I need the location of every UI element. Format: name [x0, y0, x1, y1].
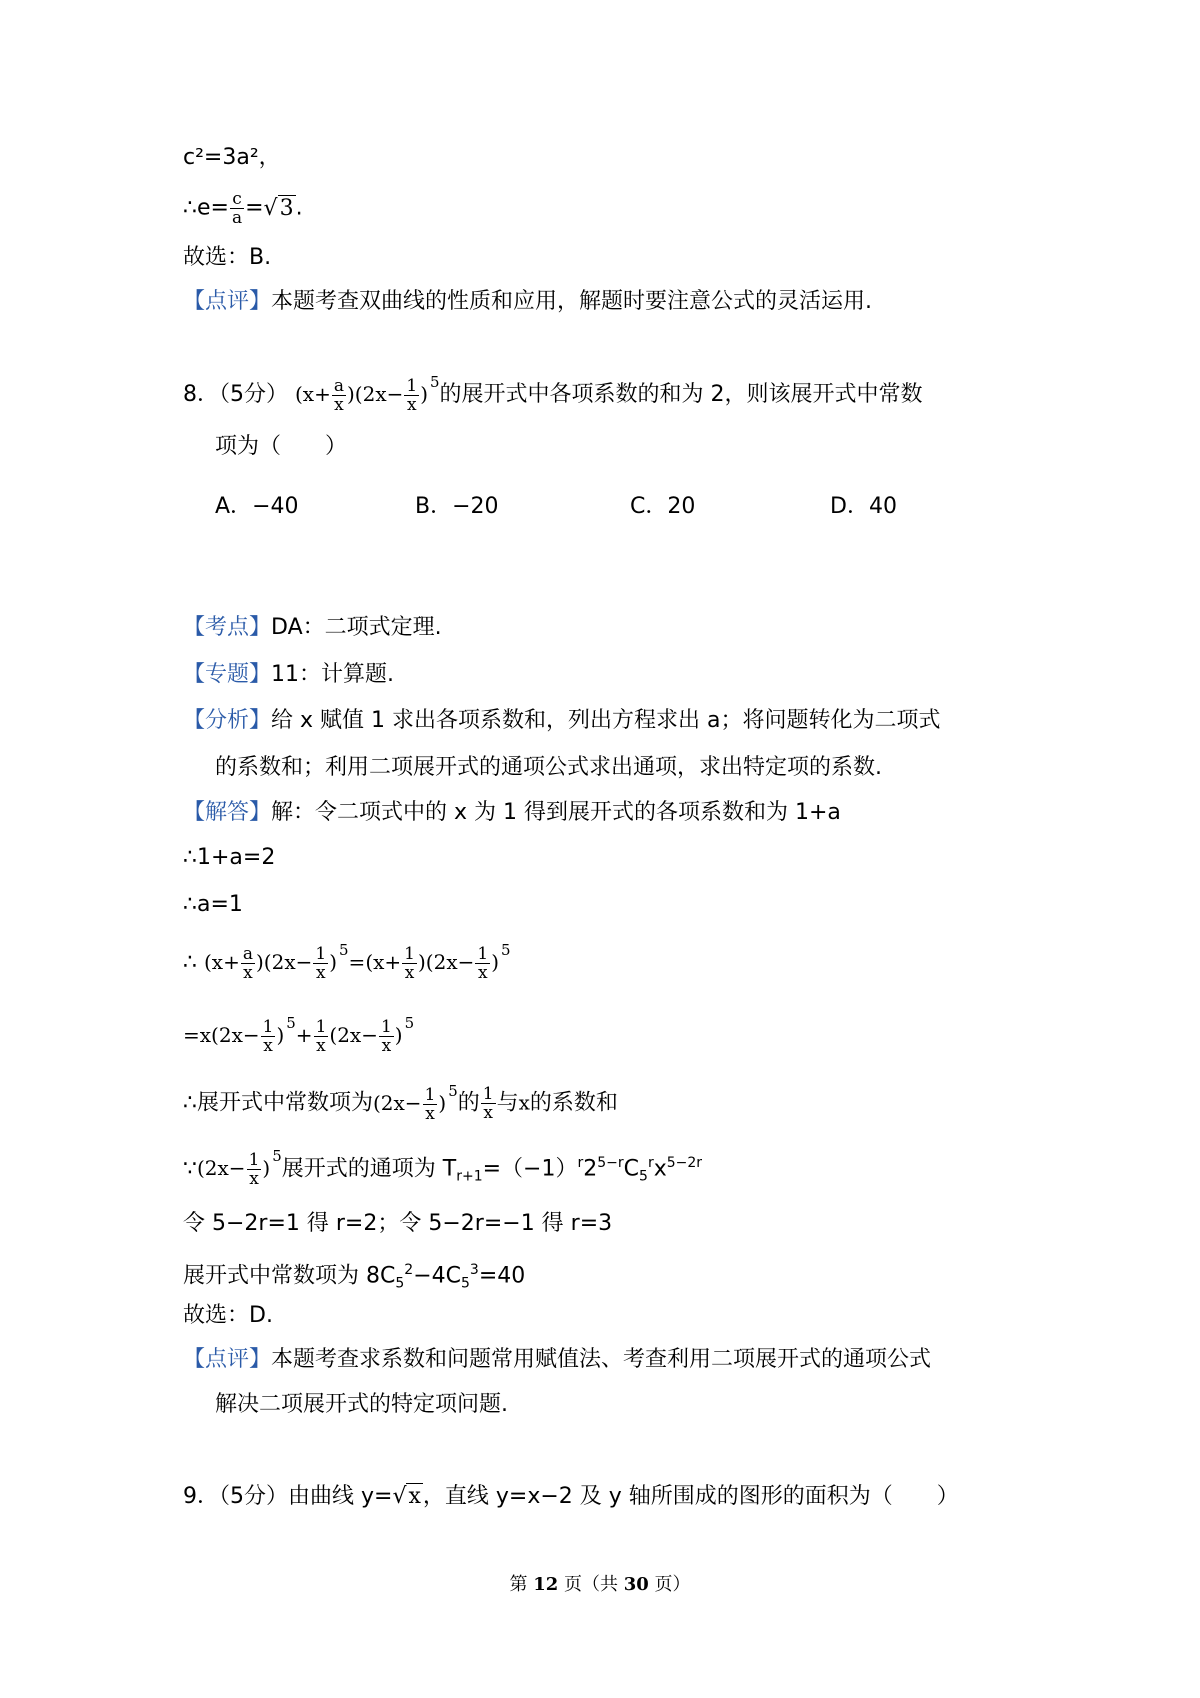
option-c: C．20: [630, 494, 696, 519]
step-9: 故选：D.: [183, 1303, 273, 1328]
option-d: D．40: [830, 494, 897, 519]
step-7: 令 5−2r=1 得 r=2；令 5−2r=−1 得 r=3: [183, 1211, 613, 1236]
step-3-equation: ∴ (x+ $\frac{a}{x}$ )(2x− $\frac{1}{x}$ ) $^5$=(x+ $\frac{1}{x}$ )(2x− $\frac{1}{x}$ ) $^5$: [183, 941, 511, 983]
answer-line: 故选：B.: [183, 245, 272, 270]
option-a: A．−40: [215, 494, 299, 519]
step-4-equation: =x(2x− $\frac{1}{x}$ ) $^5$+ $\frac{1}{x}$ (2x− $\frac{1}{x}$ ) $^5$: [183, 1014, 415, 1056]
formula-line: c²=3a²，: [183, 145, 281, 170]
dianping-line: 【点评】本题考查求系数和问题常用赋值法、考查利用二项展开式的通项公式: [183, 1347, 932, 1372]
step-1: ∴1+a=2: [183, 845, 276, 870]
question-8-line2: 项为（ ）: [215, 434, 348, 459]
fenxi-line2: 的系数和；利用二项展开式的通项公式求出通项，求出特定项的系数.: [215, 755, 882, 780]
step-8: 展开式中常数项为 $8C_5^2-4C_5^3=40$: [183, 1262, 526, 1292]
page-footer: 第 12 页（共 30 页）: [509, 1574, 691, 1595]
step-5: ∴展开式中常数项为(2x− $\frac{1}{x}$ ) $^5$的 $\frac{1}{x}$ 与x的系数和: [183, 1081, 618, 1124]
eccentricity-line: ∴e= $\frac{c}{a}$ =√3.: [183, 189, 303, 228]
comment-line: 【点评】本题考查双曲线的性质和应用，解题时要注意公式的灵活运用.: [183, 289, 873, 314]
step-2: ∴a=1: [183, 892, 243, 917]
option-b: B．−20: [415, 494, 499, 519]
question-9: 9．（5分）由曲线 y=√x，直线 y=x−2 及 y 轴所围成的图形的面积为（ ）: [183, 1484, 959, 1509]
fenxi-line: 【分析】给 x 赋值 1 求出各项系数和，列出方程求出 a；将问题转化为二项式: [183, 708, 941, 733]
question-8: 8．（5分） (x+ $\frac{a}{x}$ )(2x− $\frac{1}{x}$ ) $^5$的展开式中各项系数的和为 2，则该展开式中常数: [183, 373, 923, 415]
dianping-line2: 解决二项展开式的特定项问题.: [215, 1392, 508, 1417]
jieda-line: 【解答】解：令二项式中的 x 为 1 得到展开式的各项系数和为 1+a: [183, 800, 841, 825]
step-6: ∵(2x− $\frac{1}{x}$ ) $^5$展开式的通项为 $T_{r+1}=(-1)^r2^{5-r}C_5^rx^{5-2r}$: [183, 1147, 703, 1190]
zhuanti-line: 【专题】11：计算题.: [183, 662, 395, 687]
kaodian-line: 【考点】DA：二项式定理.: [183, 615, 442, 640]
